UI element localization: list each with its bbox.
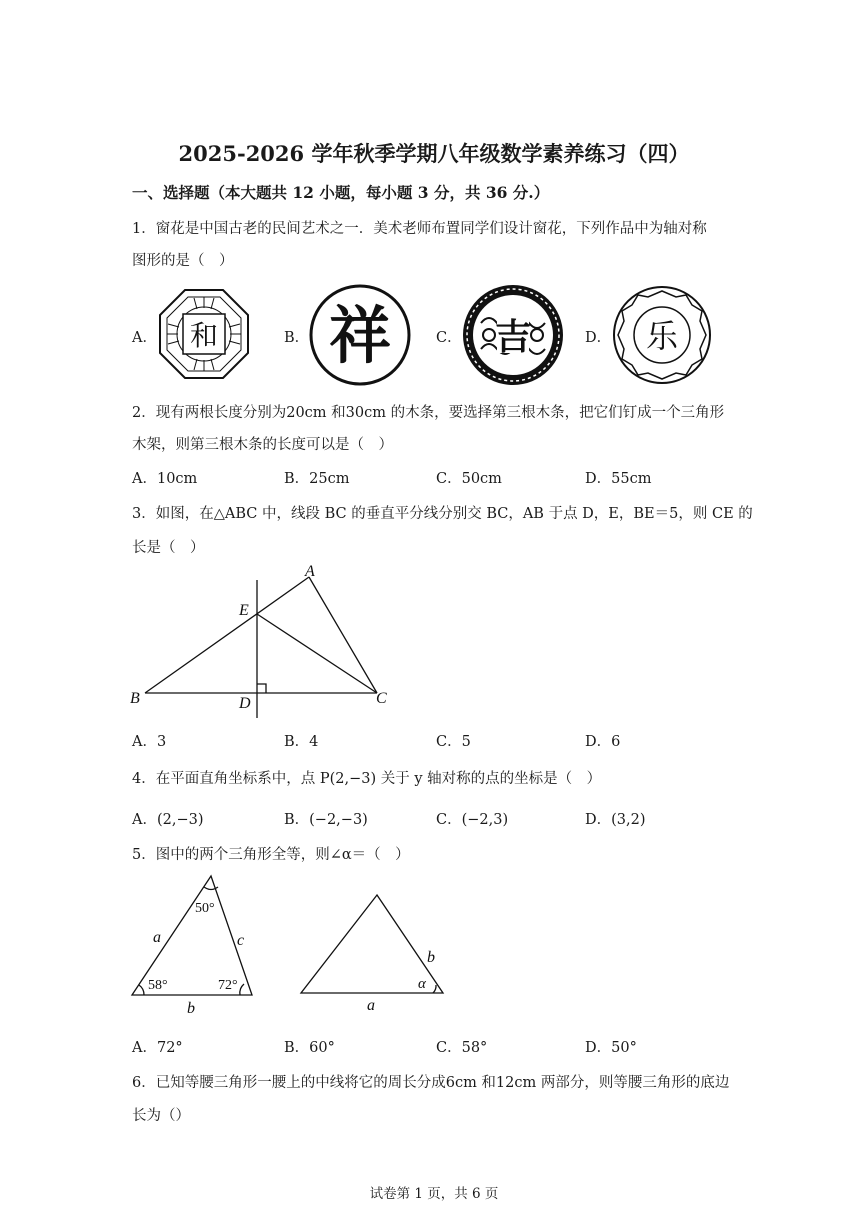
q3-label-b: B (130, 690, 140, 707)
q1-d-char: 乐 (645, 318, 679, 354)
question-3-text: 3．如图，在△ABC 中，线段 BC 的垂直平分线分别交 BC，AB 于点 D，E，BE＝5，则 CE 的 (132, 506, 753, 522)
q5-option-c: C．58° (436, 1040, 488, 1056)
q2-option-c: C．50cm (436, 471, 502, 487)
q3-option-c: C．5 (436, 734, 471, 750)
q5-option-d: D．50° (585, 1040, 637, 1056)
question-6-text-cont: 长为（） (132, 1108, 190, 1124)
q2-option-a: A．10cm (132, 471, 198, 487)
q5-t1-right-angle: 72° (218, 978, 238, 993)
q5-t1-left-angle: 58° (148, 978, 168, 993)
q3-option-b: B．4 (284, 734, 319, 750)
question-1-text: 1．窗花是中国古老的民间艺术之一．美术老师布置同学们设计窗花，下列作品中为轴对称 (132, 221, 707, 237)
q1-c-char: 吉 (494, 317, 532, 357)
q2-option-d: D．55cm (585, 471, 652, 487)
q1-option-d-label: D． (585, 330, 612, 346)
q1-option-c-figure (461, 283, 565, 387)
question-6-text: 6．已知等腰三角形一腰上的中线将它的周长分成6cm 和12cm 两部分，则等腰三角形的底边 (132, 1075, 730, 1091)
q5-t2-side-bottom: a (367, 997, 375, 1014)
q5-triangle-2 (295, 885, 455, 1015)
question-4-text: 4．在平面直角坐标系中，点 P(2,−3) 关于 y 轴对称的点的坐标是（ ） (132, 771, 602, 787)
page-title: 2025-2026 学年秋季学期八年级数学素养练习（四） (178, 141, 690, 166)
q4-option-b: B．(−2,−3) (284, 812, 368, 828)
q3-option-d: D．6 (585, 734, 621, 750)
q4-option-c: C．(−2,3) (436, 812, 509, 828)
q1-option-c-label: C． (436, 330, 462, 346)
q5-t2-angle: α (418, 976, 426, 992)
q3-label-a: A (305, 563, 315, 580)
question-2-text-cont: 木架，则第三根木条的长度可以是（ ） (132, 437, 393, 453)
question-3-text-cont: 长是（ ） (132, 540, 205, 556)
q5-t2-side-right: b (427, 949, 435, 966)
q5-t1-side-left: a (153, 929, 161, 946)
q1-option-a-label: A． (132, 330, 157, 346)
page-footer: 试卷第 1 页，共 6 页 (369, 1186, 499, 1202)
question-1-text-cont: 图形的是（ ） (132, 253, 234, 269)
q3-triangle-figure (125, 560, 405, 725)
q4-option-d: D．(3,2) (585, 812, 646, 828)
q1-option-a-figure (158, 288, 250, 380)
q5-t1-side-right: c (237, 932, 245, 949)
q1-a-char: 和 (189, 321, 219, 352)
q2-option-b: B．25cm (284, 471, 350, 487)
q1-option-b-figure (308, 283, 412, 387)
q1-option-b-label: B． (284, 330, 310, 346)
q3-label-d: D (239, 695, 251, 712)
q5-triangle-1 (125, 868, 265, 1018)
q5-t1-top-angle: 50° (195, 901, 215, 916)
q3-label-e: E (239, 602, 249, 619)
q3-option-a: A．3 (132, 734, 167, 750)
section-heading: 一、选择题（本大题共 12 小题，每小题 3 分，共 36 分.） (132, 183, 550, 202)
q1-option-d-figure (612, 285, 712, 385)
question-5-text: 5．图中的两个三角形全等，则∠α＝（ ） (132, 847, 410, 863)
q5-t1-side-bottom: b (187, 1000, 195, 1017)
q3-label-c: C (376, 690, 387, 707)
q1-b-char: 祥 (328, 303, 392, 371)
q5-option-b: B．60° (284, 1040, 335, 1056)
question-2-text: 2．现有两根长度分别为20cm 和30cm 的木条，要选择第三根木条，把它们钉成一个三角形 (132, 405, 725, 421)
q5-option-a: A．72° (132, 1040, 183, 1056)
q4-option-a: A．(2,−3) (132, 812, 204, 828)
